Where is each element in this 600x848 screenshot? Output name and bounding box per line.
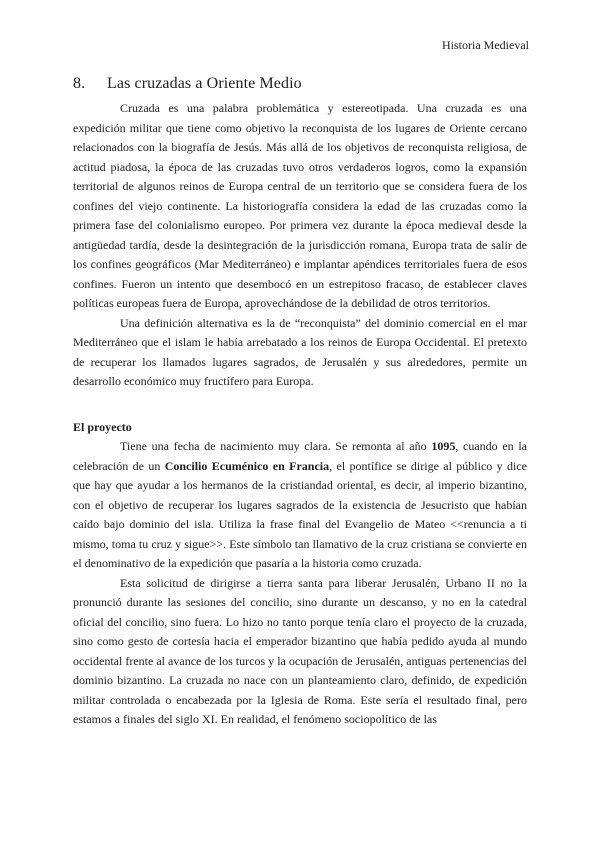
- origin-council: Concilio Ecuménico en Francia: [164, 458, 330, 473]
- chapter-title: Las cruzadas a Oriente Medio: [107, 75, 302, 92]
- running-header: Historia Medieval: [442, 38, 529, 52]
- origin-text-1: Tiene una fecha de nacimiento muy clara. Se remonta al año: [120, 439, 432, 453]
- paragraph-origin: [73, 437, 527, 574]
- body-text: [73, 99, 527, 730]
- section-title: El proyecto: [73, 419, 132, 434]
- paragraph-intro: Cruzada es una palabra problemática y estereotipada. Una cruzada es una expedición militar que tiene como objetivo la reconquista de los lugares de Oriente cercano relacionados con la biografía de Jesús. Más allá de los objetivos de reconquista religiosa, de actitud piadosa, la época de las cruzadas tuvo otros verdaderos logros, como la expansión territorial de algunos reinos de Europa central de un territorio que se considera fuera de los confines del viejo continente. La historiografía considera la edad de las cruzadas como la primera fase del colonialismo europeo. Por primera vez durante la época medieval desde la antigüedad tardía, desde la desintegración de la jurisdicción romana, Europa trata de salir de los confines geográficos (Mar Mediterráneo) e implantar apéndices territoriales fuera de esos confines. Fueron un intento que desembocó en un estrepitoso fracaso, de establecer claves políticas europeas fuera de Europa, aprovechándose de la debilidad de otros territorios.: [73, 101, 527, 310]
- chapter-number: 8.: [73, 75, 86, 92]
- paragraph-urban: Esta solicitud de dirigirse a tierra santa para liberar Jerusalén, Urbano II no la pronunció durante las sesiones del concilio, sino durante un descanso, y no en la catedral oficial del concilio, sino fuera. Lo hizo no tanto porque tenía claro el proyecto de la cruzada, sino como gesto de cortesía hacia el emperador bizantino que había pedido ayuda al mundo occidental frente al avance de los turcos y la ocupación de Jerusalén, antiguas pertenencias del dominio bizantino. La cruzada no nace con un planteamiento claro, definido, de expedición militar controlada o encabezada por la Iglesia de Roma. Este sería el resultado final, pero estamos a finales del siglo XI. En realidad, el fenómeno sociopolítico de las: [73, 575, 527, 726]
- chapter-heading: [73, 74, 302, 94]
- origin-text-2: , cuando en la celebración de un: [73, 439, 528, 473]
- paragraph-definition: Una definición alternativa es la de “reconquista” del dominio comercial en el mar Mediterráneo que el islam le había arrebatado a los reinos de Europa Occidental. El pretexto de recuperar los llamados lugares sagrados, de Jerusalén y sus alrededores, permite un desarrollo económico muy fructífero para Europa.: [73, 315, 527, 388]
- origin-year: 1095: [431, 439, 456, 453]
- origin-text-3: , el pontífice se dirige al público y dice que hay que ayudar a los hermanos de la cristiandad oriental, es decir, al imperio bizantino, con el objetivo de recuperar los lugares sagrados de la existencia de Jesucristo que habían caído bajo dominio del isla. Utiliza la frase final del Evangelio de Mateo <<renuncia a ti mismo, toma tu cruz y sigue>>. Este símbolo tan llamativo de la cruz cristiana se convierte en el denominativo de la expedición que pasaría a la historia como cruzada.: [73, 458, 527, 570]
